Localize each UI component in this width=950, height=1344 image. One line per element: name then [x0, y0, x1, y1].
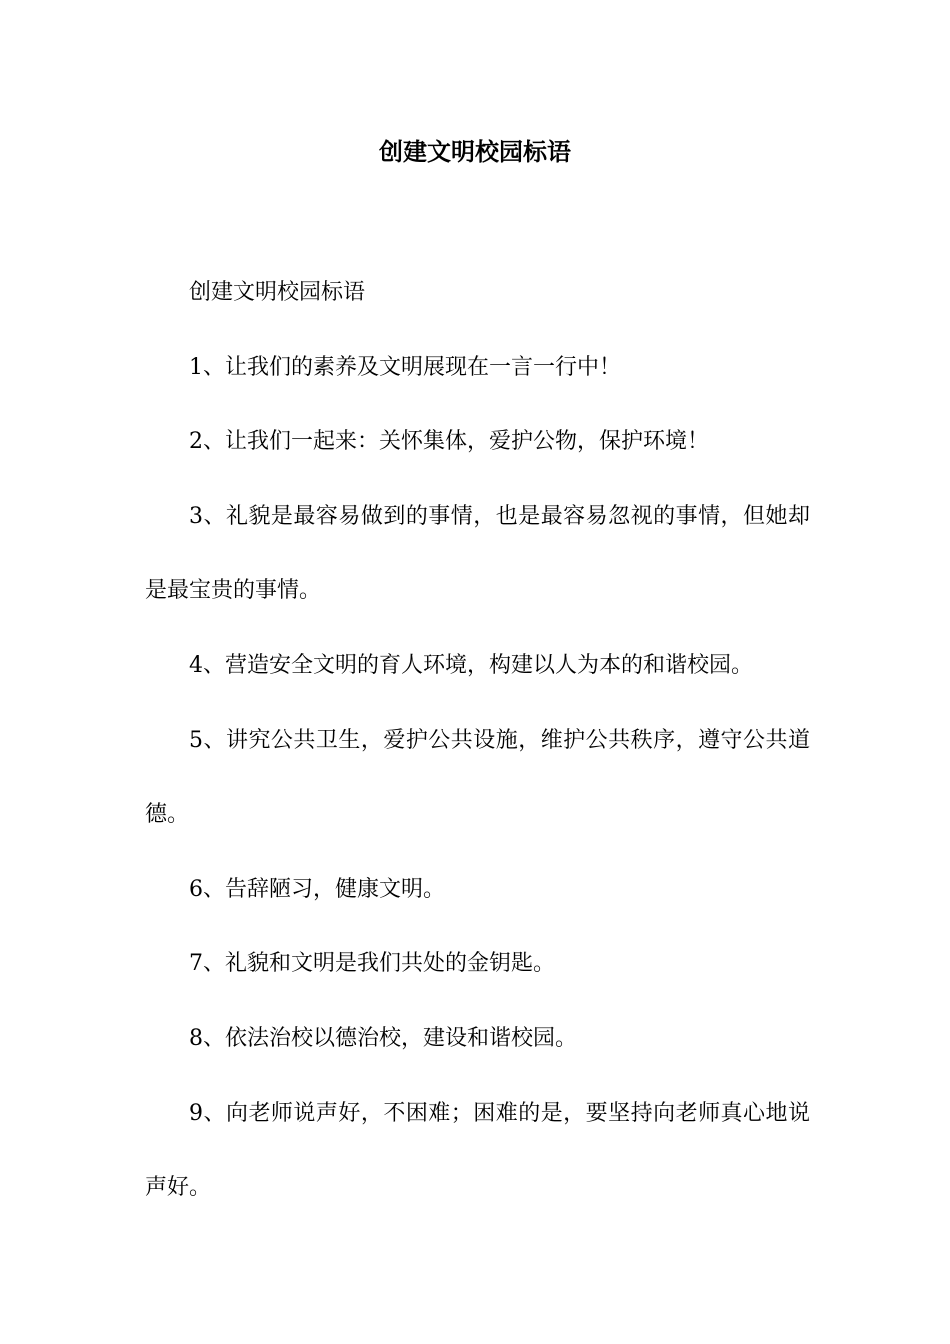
document-body	[145, 256, 810, 1226]
slogan-item-7: 7、礼貌和文明是我们共处的金钥匙。	[189, 951, 555, 977]
slogan-item-1: 1、让我们的素养及文明展现在一言一行中！	[189, 354, 621, 380]
slogan-item-4: 4、营造安全文明的育人环境，构建以人为本的和谐校园。	[189, 652, 753, 678]
document-title: 创建文明校园标语	[379, 137, 571, 166]
slogan-item-8: 8、依法治校以德治校，建设和谐校园。	[189, 1025, 577, 1051]
slogan-item-5: 5、讲究公共卫生，爱护公共设施，维护公共秩序，遵守公共道德。	[145, 727, 810, 828]
slogan-item-3: 3、礼貌是最容易做到的事情，也是最容易忽视的事情，但她却是最宝贵的事情。	[145, 503, 810, 604]
slogan-item-6: 6、告辞陋习，健康文明。	[189, 876, 445, 902]
slogan-item-9: 9、向老师说声好，不困难；困难的是，要坚持向老师真心地说声好。	[145, 1100, 810, 1201]
paragraph-heading: 创建文明校园标语	[189, 280, 366, 305]
slogan-item-2: 2、让我们一起来：关怀集体，爱护公物，保护环境！	[189, 429, 709, 455]
